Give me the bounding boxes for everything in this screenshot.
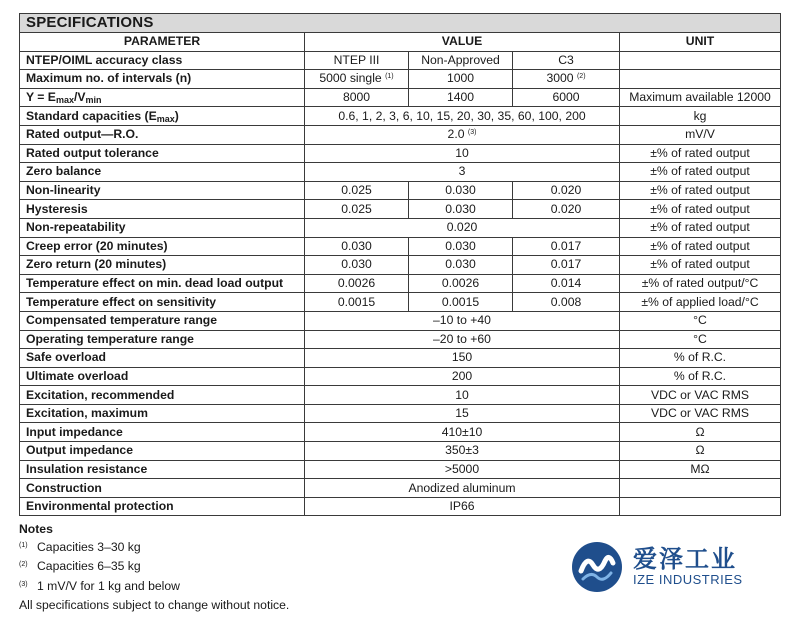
- row-input-impedance: [20, 423, 781, 442]
- row-excitation-maximum: [20, 404, 781, 423]
- notes-section: [19, 521, 289, 615]
- param-label: $Y = E_{max}/V_{min}$: [20, 88, 305, 107]
- row-non-repeatability: [20, 218, 781, 237]
- unit-cell: °C: [620, 311, 781, 330]
- value-merged: 2.0 $^{(3)}$: [305, 125, 620, 144]
- value-merged: 15: [305, 404, 620, 423]
- value-c3: 0.014: [513, 274, 620, 293]
- row-safe-overload: [20, 349, 781, 368]
- param-label: Non-linearity: [20, 181, 305, 200]
- value-c3: 0.017: [513, 256, 620, 275]
- unit-cell: ±% of rated output: [620, 200, 781, 219]
- unit-cell: VDC or VAC RMS: [620, 386, 781, 405]
- row-zero-return: [20, 256, 781, 275]
- unit-cell: MΩ: [620, 460, 781, 479]
- param-label: Zero balance: [20, 163, 305, 182]
- value-merged: 10: [305, 144, 620, 163]
- footnote-mark: (3): [467, 129, 477, 137]
- value-merged: –20 to +60: [305, 330, 620, 349]
- unit-cell: ±% of rated output: [620, 218, 781, 237]
- unit-cell: [620, 51, 781, 70]
- logo-text-en: IZE INDUSTRIES: [633, 572, 743, 587]
- value-c3: 0.008: [513, 293, 620, 312]
- row-ultimate-overload: [20, 367, 781, 386]
- value-c3: 0.017: [513, 237, 620, 256]
- value-merged: 0.6, 1, 2, 3, 6, 10, 15, 20, 30, 35, 60, 100, 200: [305, 107, 620, 126]
- value-ntep: 8000: [305, 88, 409, 107]
- value-c3: C3: [513, 51, 620, 70]
- row-temp-sensitivity: [20, 293, 781, 312]
- value-non-approved: 1000: [409, 70, 513, 89]
- unit-cell: [620, 70, 781, 89]
- param-label: Excitation, recommended: [20, 386, 305, 405]
- unit-cell: °C: [620, 330, 781, 349]
- param-label: Rated output—R.O.: [20, 125, 305, 144]
- value-non-approved: 0.030: [409, 237, 513, 256]
- footnote-mark: (2): [19, 561, 28, 569]
- value-ntep: 0.030: [305, 237, 409, 256]
- value-merged: Anodized aluminum: [305, 479, 620, 498]
- row-environmental-protection: [20, 497, 781, 516]
- param-label: Construction: [20, 479, 305, 498]
- row-compensated-temp: [20, 311, 781, 330]
- unit-cell: ±% of rated output: [620, 144, 781, 163]
- row-non-linearity: [20, 181, 781, 200]
- value-merged: –10 to +40: [305, 311, 620, 330]
- footnote-text: 1 mV/V for 1 kg and below: [37, 578, 180, 593]
- notes-title: Notes: [19, 522, 53, 536]
- value-merged: 350±3: [305, 442, 620, 461]
- value-c3: 3000 $^{(2)}$: [513, 70, 620, 89]
- value-non-approved: 0.0015: [409, 293, 513, 312]
- table-title: SPECIFICATIONS: [20, 14, 781, 33]
- footnote-mark: (3): [19, 580, 28, 588]
- unit-cell: [620, 479, 781, 498]
- value-c3: 0.020: [513, 200, 620, 219]
- unit-cell: mV/V: [620, 125, 781, 144]
- value-merged: >5000: [305, 460, 620, 479]
- value-ntep: 5000 single $^{(1)}$: [305, 70, 409, 89]
- value-ntep: NTEP III: [305, 51, 409, 70]
- row-temp-dead-load: [20, 274, 781, 293]
- unit-cell: VDC or VAC RMS: [620, 404, 781, 423]
- footnote-item: [19, 558, 289, 578]
- value-merged: 0.020: [305, 218, 620, 237]
- value-ntep: 0.025: [305, 200, 409, 219]
- unit-cell: Ω: [620, 423, 781, 442]
- param-label: Input impedance: [20, 423, 305, 442]
- logo-text-cn: 爱泽工业: [633, 545, 737, 573]
- param-label: Rated output tolerance: [20, 144, 305, 163]
- value-non-approved: 0.030: [409, 256, 513, 275]
- row-operating-temp: [20, 330, 781, 349]
- unit-cell: Ω: [620, 442, 781, 461]
- param-label: Zero return (20 minutes): [20, 256, 305, 275]
- value-ntep: 0.0026: [305, 274, 409, 293]
- value-merged: IP66: [305, 497, 620, 516]
- value-merged: 200: [305, 367, 620, 386]
- value-c3: 0.020: [513, 181, 620, 200]
- param-label: Non-repeatability: [20, 218, 305, 237]
- param-label: Ultimate overload: [20, 367, 305, 386]
- row-insulation-resistance: [20, 460, 781, 479]
- specifications-table: [19, 13, 781, 516]
- unit-cell: ±% of rated output/°C: [620, 274, 781, 293]
- row-excitation-recommended: [20, 386, 781, 405]
- param-label: Hysteresis: [20, 200, 305, 219]
- param-label: Output impedance: [20, 442, 305, 461]
- logo-mark-icon: [571, 541, 623, 593]
- unit-cell: ±% of rated output: [620, 181, 781, 200]
- value-non-approved: 0.030: [409, 200, 513, 219]
- value-non-approved: Non-Approved: [409, 51, 513, 70]
- row-zero-balance: [20, 163, 781, 182]
- unit-cell: kg: [620, 107, 781, 126]
- value-ntep: 0.025: [305, 181, 409, 200]
- row-hysteresis: [20, 200, 781, 219]
- footnote-text: Capacities 6–35 kg: [37, 559, 141, 574]
- row-accuracy-class: [20, 51, 781, 70]
- param-label: Compensated temperature range: [20, 311, 305, 330]
- header-unit: UNIT: [620, 33, 781, 52]
- value-merged: 410±10: [305, 423, 620, 442]
- footnote-item: [19, 578, 289, 598]
- row-max-intervals: [20, 70, 781, 89]
- footnote-mark: (2): [576, 73, 586, 81]
- param-label: Maximum no. of intervals (n): [20, 70, 305, 89]
- unit-cell: % of R.C.: [620, 367, 781, 386]
- footnote-mark: (1): [385, 73, 394, 81]
- value-non-approved: 0.0026: [409, 274, 513, 293]
- row-output-impedance: [20, 442, 781, 461]
- footnote-item: [19, 539, 289, 559]
- value-c3: 6000: [513, 88, 620, 107]
- param-label: Environmental protection: [20, 497, 305, 516]
- param-label: Safe overload: [20, 349, 305, 368]
- header-parameter: PARAMETER: [20, 33, 305, 52]
- unit-cell: Maximum available 12000: [620, 88, 781, 107]
- disclaimer: All specifications subject to change without notice.: [19, 598, 290, 613]
- param-label: Insulation resistance: [20, 460, 305, 479]
- unit-cell: [620, 497, 781, 516]
- unit-cell: % of R.C.: [620, 349, 781, 368]
- row-construction: [20, 479, 781, 498]
- value-ntep: 0.0015: [305, 293, 409, 312]
- footnote-text: Capacities 3–30 kg: [37, 539, 141, 554]
- param-label: Excitation, maximum: [20, 404, 305, 423]
- value-non-approved: 1400: [409, 88, 513, 107]
- param-label: Creep error (20 minutes): [20, 237, 305, 256]
- unit-cell: ±% of applied load/°C: [620, 293, 781, 312]
- param-label: Temperature effect on min. dead load output: [20, 274, 305, 293]
- unit-cell: ±% of rated output: [620, 237, 781, 256]
- param-label: Temperature effect on sensitivity: [20, 293, 305, 312]
- param-label: Operating temperature range: [20, 330, 305, 349]
- footnote-mark: (1): [19, 541, 28, 549]
- value-ntep: 0.030: [305, 256, 409, 275]
- header-value: VALUE: [305, 33, 620, 52]
- unit-cell: ±% of rated output: [620, 256, 781, 275]
- company-logo: [571, 541, 743, 593]
- unit-cell: ±% of rated output: [620, 163, 781, 182]
- row-y-ratio: [20, 88, 781, 107]
- row-standard-capacities: [20, 107, 781, 126]
- value-merged: 10: [305, 386, 620, 405]
- row-rated-output-tolerance: [20, 144, 781, 163]
- param-label: Standard capacities $(E_{max})$: [20, 107, 305, 126]
- value-merged: 150: [305, 349, 620, 368]
- row-rated-output: [20, 125, 781, 144]
- value-non-approved: 0.030: [409, 181, 513, 200]
- row-creep-error: [20, 237, 781, 256]
- param-label: NTEP/OIML accuracy class: [20, 51, 305, 70]
- value-merged: 3: [305, 163, 620, 182]
